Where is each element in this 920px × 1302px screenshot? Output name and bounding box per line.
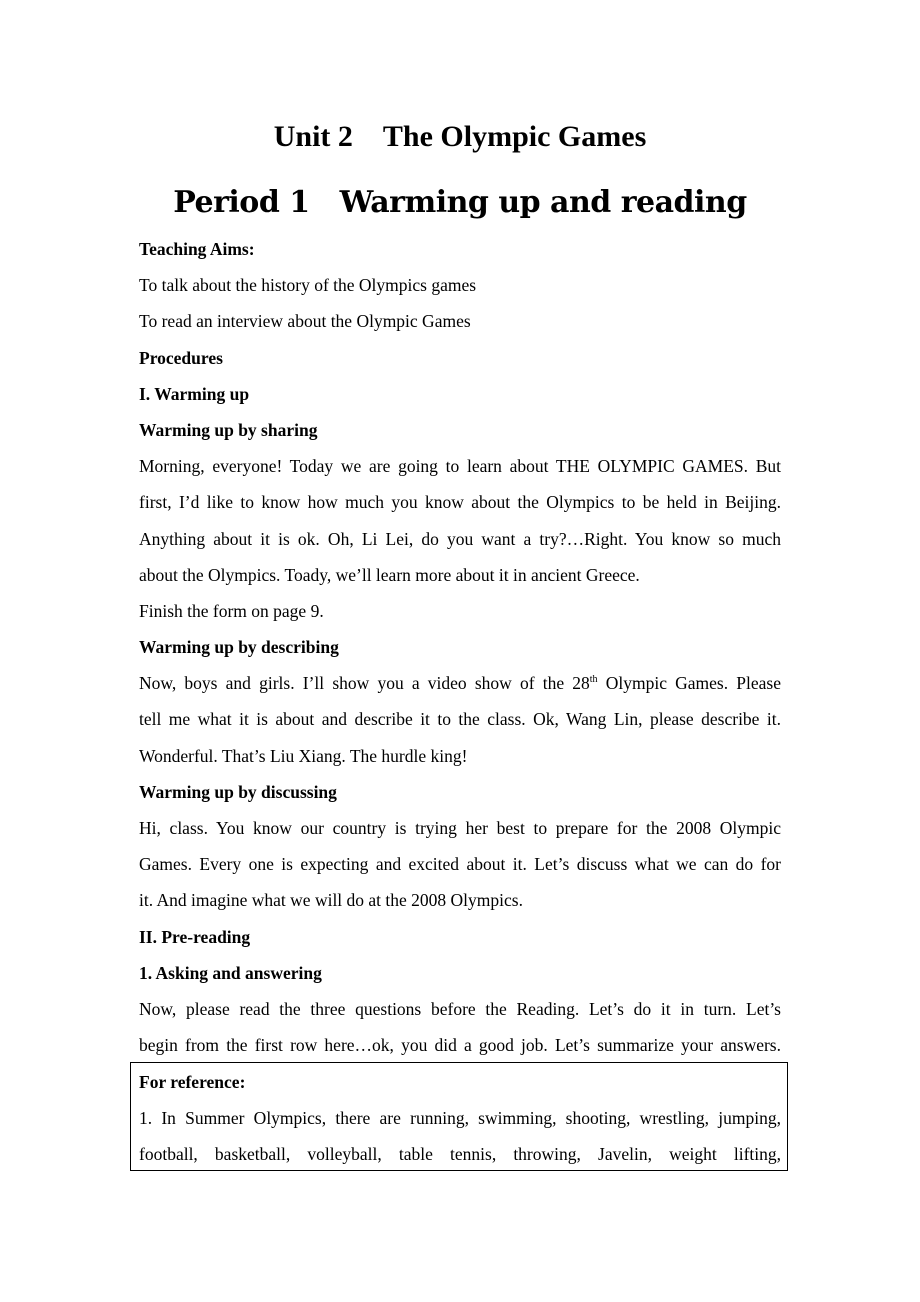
describing-line: tell me what it is about and describe it to the class. Ok, Wang Lin, please describe it. (139, 709, 781, 730)
describing-text: Now, boys and girls. I’ll show you a video show of the 28 (139, 673, 590, 694)
reference-heading: For reference: (139, 1072, 246, 1092)
sharing-line: Anything about it is ok. Oh, Li Lei, do you want a try?…Right. You know so much (139, 528, 781, 549)
sharing-line: Finish the form on page 9. (139, 600, 324, 621)
reference-line: 1. In Summer Olympics, there are running, swimming, shooting, wrestling, jumping, (139, 1108, 781, 1129)
asking-line: begin from the first row here…ok, you did a good job. Let’s summarize your answers. (139, 1035, 781, 1056)
section-heading-pre-reading: II. Pre-reading (139, 926, 251, 947)
describing-line: Wonderful. That’s Liu Xiang. The hurdle king! (139, 745, 468, 766)
describing-line (139, 665, 781, 701)
discussing-line: Games. Every one is expecting and excited about it. Let’s discuss what we can do for (139, 854, 781, 875)
sharing-line: first, I’d like to know how much you know about the Olympics to be held in Beijing. (139, 492, 781, 513)
discussing-line: it. And imagine what we will do at the 2008 Olympics. (139, 890, 523, 911)
discussing-line: Hi, class. You know our country is trying her best to prepare for the 2008 Olympic (139, 818, 781, 838)
unit-number: Unit 2 (273, 120, 353, 153)
discussing-heading: Warming up by discussing (139, 781, 337, 802)
unit-title (0, 117, 920, 157)
document-body (139, 231, 781, 1063)
period-name: Warming up and reading (339, 185, 747, 220)
period-title (0, 182, 920, 224)
sharing-heading: Warming up by sharing (139, 419, 318, 440)
describing-text: Olympic Games. Please (597, 673, 781, 694)
asking-line: Now, please read the three questions before the Reading. Let’s do it in turn. Let’s (139, 998, 781, 1019)
sharing-line: about the Olympics. Toady, we’ll learn more about it in ancient Greece. (139, 564, 640, 585)
sharing-line: Morning, everyone! Today we are going to learn about THE OLYMPIC GAMES. But (139, 456, 781, 477)
asking-heading: 1. Asking and answering (139, 962, 322, 983)
aims-heading: Teaching Aims: (139, 239, 255, 259)
aim-item: To talk about the history of the Olympics games (139, 275, 477, 296)
procedures-heading: Procedures (139, 347, 223, 368)
reference-line: football, basketball, volleyball, table tennis, throwing, Javelin, weight lifting, (139, 1144, 781, 1165)
ordinal-suffix: th (589, 674, 598, 686)
describing-heading: Warming up by describing (139, 637, 339, 658)
unit-name: The Olympic Games (382, 120, 647, 153)
aim-item: To read an interview about the Olympic Games (139, 311, 471, 332)
period-number: Period 1 (173, 185, 310, 220)
reference-content (139, 1064, 781, 1173)
section-heading-warming-up: I. Warming up (139, 383, 250, 404)
